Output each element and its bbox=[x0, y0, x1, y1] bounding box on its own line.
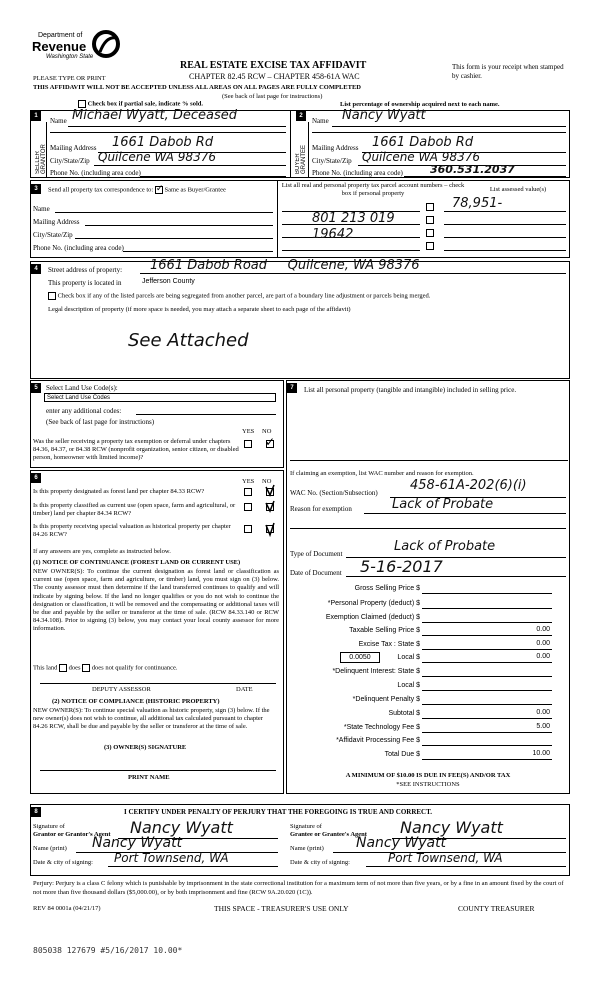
receipt-note: This form is your receipt when stamped by cashier. bbox=[452, 63, 564, 80]
local-label: Local $ bbox=[397, 654, 420, 661]
grantee-sig-label-1: Signature of bbox=[290, 823, 322, 830]
segregated-label: Check box if any of the listed parcels are being segregated from another parcel, are part of a boundary line adjustment or parcels being merged. bbox=[57, 292, 431, 300]
deputy-assessor: DEPUTY ASSESSOR bbox=[92, 686, 151, 693]
grantee-signature[interactable]: Nancy Wyatt bbox=[400, 818, 503, 837]
tech-fee-value[interactable]: 5.00 bbox=[536, 723, 550, 730]
seller-name-label: Name bbox=[50, 117, 67, 125]
doc-date-value[interactable]: 5-16-2017 bbox=[360, 557, 443, 576]
form-subtitle: CHAPTER 82.45 RCW – CHAPTER 458-61A WAC bbox=[189, 72, 360, 81]
s5-no-label: NO bbox=[262, 428, 272, 435]
legal-description[interactable]: See Attached bbox=[128, 330, 249, 351]
s3-mailing-label: Mailing Address bbox=[33, 218, 80, 226]
delinq-state-label: *Delinquent Interest: State $ bbox=[332, 668, 420, 675]
doc-date-label: Date of Document bbox=[290, 569, 342, 577]
s6-q3-yes[interactable] bbox=[244, 525, 252, 533]
send-to-row bbox=[48, 183, 226, 194]
parcel-header: List all real and personal property tax parcel account numbers – check box if personal property bbox=[281, 182, 465, 197]
s6-no-label: NO bbox=[262, 478, 272, 485]
seller-mailing-label: Mailing Address bbox=[50, 144, 97, 152]
section-3-badge: 3 bbox=[31, 184, 41, 194]
warning-text: THIS AFFIDAVIT WILL NOT BE ACCEPTED UNLESS ALL AREAS ON ALL PAGES ARE FULLY COMPLETED bbox=[33, 84, 361, 91]
agency-logo bbox=[30, 30, 130, 64]
parcel-2-checkbox[interactable] bbox=[426, 216, 434, 224]
land-use-select[interactable]: Select Land Use Codes bbox=[44, 393, 276, 402]
s6-yes-label: YES bbox=[242, 478, 255, 485]
parcel-1-checkbox[interactable] bbox=[426, 203, 434, 211]
grantor-sig-label-1: Signature of bbox=[33, 823, 65, 830]
grantee-sig-label-2: Grantee or Grantee's Agent bbox=[290, 831, 367, 838]
county-value: Jefferson County bbox=[142, 278, 195, 285]
section-5-badge: 5 bbox=[31, 383, 41, 393]
s6-q3: Is this property receiving special valuation as historical property per chapter 84.26 RCW? bbox=[33, 523, 231, 538]
treasurer-space: THIS SPACE - TREASURER'S USE ONLY bbox=[214, 904, 349, 913]
local-value[interactable]: 0.00 bbox=[536, 653, 550, 660]
minimum-note: A MINIMUM OF $10.00 IS DUE IN FEE(S) AND/OR TAX bbox=[345, 772, 511, 779]
s5-question: Was the seller receiving a property tax exemption or deferral under chapters 84.36, 84.37, or 84.38 RCW (nonprofit organization, senior citizen, or disabled person, homeowner with limited income)? bbox=[33, 438, 239, 461]
notice2-text: NEW OWNER(S): To continue special valuation as historic property, sign (3) below. If the new owner(s) does not wish to continue, all additional tax calculated pursuant to chapter 84.26 RCW, shall be due and payable by the seller or transferor at the time of sale. bbox=[33, 707, 270, 731]
grantee-print[interactable]: Nancy Wyatt bbox=[356, 835, 447, 851]
buyer-phone-label: Phone No. (including area code) bbox=[312, 169, 403, 177]
agency-line1: Department of bbox=[38, 32, 83, 39]
additional-codes: enter any additional codes: bbox=[46, 407, 122, 415]
county-treasurer: COUNTY TREASURER bbox=[458, 904, 535, 913]
see-back: (See back of last page for instructions) bbox=[222, 93, 323, 100]
taxable-label: Taxable Selling Price $ bbox=[349, 627, 420, 634]
see-instructions: *SEE INSTRUCTIONS bbox=[396, 781, 460, 788]
buyer-name-label: Name bbox=[312, 117, 329, 125]
list-percentage: List percentage of ownership acquired next to each name. bbox=[340, 101, 500, 108]
buyer-mailing-label: Mailing Address bbox=[312, 144, 359, 152]
local-rate-box[interactable]: 0.0050 bbox=[340, 652, 380, 663]
partial-sale-label: Check box if partial sale, indicate % sold. bbox=[87, 100, 204, 108]
please-type: PLEASE TYPE OR PRINT bbox=[33, 75, 106, 82]
this-land-label: This land bbox=[33, 664, 58, 672]
parcel-1[interactable]: 801 213 019 bbox=[312, 211, 395, 226]
reason-value[interactable]: Lack of Probate bbox=[392, 497, 494, 512]
wac-label: WAC No. (Section/Subsection) bbox=[290, 489, 378, 497]
exemption-claim-label: If claiming an exemption, list WAC number and reason for exemption. bbox=[290, 470, 474, 477]
partial-sale-checkbox[interactable] bbox=[78, 100, 86, 108]
seller-city-label: City/State/Zip bbox=[50, 157, 90, 165]
grantor-print-label: Name (print) bbox=[33, 845, 67, 852]
s6-q2-yes[interactable] bbox=[244, 503, 252, 511]
same-as-buyer-checkbox[interactable]: ✓ bbox=[155, 183, 164, 193]
section-8-badge: 8 bbox=[31, 807, 41, 817]
deputy-date: DATE bbox=[236, 686, 253, 693]
taxable-value[interactable]: 0.00 bbox=[536, 626, 550, 633]
subtotal-value[interactable]: 0.00 bbox=[536, 709, 550, 716]
personal-label: *Personal Property (deduct) $ bbox=[327, 600, 420, 607]
s5-see-back: (See back of last page for instructions) bbox=[46, 418, 155, 426]
cashier-stamp: 805038 127679 #5/16/2017 10.00* bbox=[33, 946, 183, 955]
buyer-name[interactable]: Nancy Wyatt bbox=[342, 108, 426, 123]
s3-phone-label: Phone No. (including area code) bbox=[33, 244, 124, 252]
reason-label: Reason for exemption bbox=[290, 505, 352, 513]
section-4-badge: 4 bbox=[31, 264, 41, 274]
county-label: This property is located in bbox=[48, 279, 122, 287]
doc-type-label: Type of Document bbox=[290, 550, 343, 558]
seller-name[interactable]: Michael Wyatt, Deceased bbox=[72, 108, 238, 123]
section-6-badge: 6 bbox=[31, 473, 41, 483]
personal-property-label: List all personal property (tangible and intangible) included in selling price. bbox=[304, 386, 517, 394]
subtotal-label: Subtotal $ bbox=[388, 710, 420, 717]
s5-yes-checkbox[interactable] bbox=[244, 440, 252, 448]
notice1-text: NEW OWNER(S): To continue the current designation as forest land or classification as current use (open space, farm and agriculture, or timber) land, you must sign on (3) below. The county assessor must then determine if the land transferred continues to qualify and will indicate by signing below. If the land no longer qualifies or you do not wish to continue the designation or classification, it will be removed and the compensating or additional taxes will be due and payable by the seller or transferor at the time of sale. (RCW 84.33.140 or RCW 84.34.108). Prior to signing (3) below, you may contact your local county assessor for more information. bbox=[33, 568, 279, 633]
does-checkbox[interactable] bbox=[59, 664, 67, 672]
grantor-city[interactable]: Port Townsend, WA bbox=[114, 851, 229, 865]
wac-value[interactable]: 458-61A-202(6)(i) bbox=[410, 478, 527, 493]
excise-state-label: Excise Tax : State $ bbox=[358, 641, 420, 648]
certify-text: I CERTIFY UNDER PENALTY OF PERJURY THAT THE FOREGOING IS TRUE AND CORRECT. bbox=[124, 808, 433, 816]
buyer-vlabel: BUYER GRANTEE bbox=[295, 144, 307, 174]
owner-signature-title: (3) OWNER(S) SIGNATURE bbox=[104, 744, 187, 751]
parcel-2[interactable]: 19642 bbox=[312, 227, 354, 242]
buyer-mailing[interactable]: 1661 Dabob Rd bbox=[372, 135, 474, 150]
s6-q1-yes[interactable] bbox=[244, 488, 252, 496]
assessed-1[interactable]: 78,951- bbox=[452, 196, 503, 211]
grantee-print-label: Name (print) bbox=[290, 845, 324, 852]
s3-name-label: Name bbox=[33, 205, 50, 213]
excise-state-value[interactable]: 0.00 bbox=[536, 640, 550, 647]
parcel-3-checkbox[interactable] bbox=[426, 229, 434, 237]
penalty-label: *Delinquent Penalty $ bbox=[352, 696, 420, 703]
total-label: Total Due $ bbox=[384, 751, 420, 758]
grantor-signature[interactable]: Nancy Wyatt bbox=[130, 818, 233, 837]
tech-fee-label: *State Technology Fee $ bbox=[343, 724, 420, 731]
grantee-date-city-label: Date & city of signing: bbox=[290, 859, 350, 866]
grantor-print[interactable]: Nancy Wyatt bbox=[92, 835, 183, 851]
gross-label: Gross Selling Price $ bbox=[354, 585, 420, 592]
section-1-badge: 1 bbox=[31, 111, 41, 121]
section-7-badge: 7 bbox=[287, 383, 297, 393]
buyer-city[interactable]: Quilcene WA 98376 bbox=[362, 150, 480, 164]
assessed-header: List assessed value(s) bbox=[489, 186, 547, 193]
exempt-label: Exemption Claimed (deduct) $ bbox=[325, 614, 420, 621]
street-address[interactable]: 1661 Dabob Road Quilcene, WA 98376 bbox=[150, 258, 420, 273]
buyer-phone[interactable]: 360.531.2037 bbox=[430, 163, 515, 176]
continuance-row bbox=[33, 664, 178, 672]
doc-type-value[interactable]: Lack of Probate bbox=[394, 539, 496, 554]
affidavit-fee-label: *Affidavit Processing Fee $ bbox=[336, 737, 420, 744]
does-not-checkbox[interactable] bbox=[82, 664, 90, 672]
seller-phone-label: Phone No. (including area code) bbox=[50, 169, 141, 177]
s5-yes-label: YES bbox=[242, 428, 255, 435]
partial-sale bbox=[78, 100, 203, 108]
parcel-4-checkbox[interactable] bbox=[426, 242, 434, 250]
form-number: REV 84 0001a (04/21/17) bbox=[33, 905, 101, 912]
agency-line2: Revenue bbox=[32, 39, 87, 54]
form-title: REAL ESTATE EXCISE TAX AFFIDAVIT bbox=[180, 60, 367, 71]
street-label: Street address of property: bbox=[48, 266, 123, 274]
s6-q1: Is this property designated as forest land per chapter 84.33 RCW? bbox=[33, 488, 205, 495]
segregated-row bbox=[48, 292, 568, 300]
same-as-buyer-label: Same as Buyer/Grantee bbox=[164, 186, 226, 194]
legal-label: Legal description of property (if more space is needed, you may attach a separate sheet to each page of the affidavit) bbox=[48, 306, 351, 313]
section-2-badge: 2 bbox=[296, 111, 306, 121]
grantor-sig-label-2: Grantor or Grantor's Agent bbox=[33, 831, 111, 838]
total-value[interactable]: 10.00 bbox=[532, 750, 550, 757]
does-label: does bbox=[68, 664, 81, 672]
agency-logo-icon bbox=[92, 30, 122, 58]
delinq-local-label: Local $ bbox=[397, 682, 420, 689]
s6-q2: Is this property classified as current use (open space, farm and agricultural, or timber) land per chapter 84.34 RCW? bbox=[33, 502, 236, 517]
s6-no-checkmark-icon bbox=[264, 483, 276, 539]
notice1-title: (1) NOTICE OF CONTINUANCE (FOREST LAND OR CURRENT USE) bbox=[33, 559, 241, 566]
s3-city-label: City/State/Zip bbox=[33, 231, 73, 239]
seller-vlabel: SELLER GRANTOR bbox=[35, 144, 47, 174]
agency-line3: Washington State bbox=[46, 54, 94, 60]
grantor-date-city-label: Date & city of signing: bbox=[33, 859, 93, 866]
s5-no-checkbox[interactable]: ✓ bbox=[265, 435, 276, 449]
print-name: PRINT NAME bbox=[128, 774, 170, 781]
send-to-label: Send all property tax correspondence to: bbox=[48, 186, 154, 194]
seller-mailing[interactable]: 1661 Dabob Rd bbox=[112, 135, 214, 150]
notice2-title: (2) NOTICE OF COMPLIANCE (HISTORIC PROPERTY) bbox=[52, 698, 220, 705]
grantee-city[interactable]: Port Townsend, WA bbox=[388, 851, 503, 865]
segregated-checkbox[interactable] bbox=[48, 292, 56, 300]
does-not-label: does not qualify for continuance. bbox=[91, 664, 178, 672]
land-use-label: Select Land Use Code(s): bbox=[46, 384, 118, 392]
perjury-text: Perjury: Perjury is a class C felony which is punishable by imprisonment in the state correctional institution for a maximum term of not more than five years, or by a fine in an amount fixed by the court of not more than five thousand dollars ($5,000.00), or by both imprisonment and fine (RCW 9A.20.020 (1C)). bbox=[33, 880, 564, 896]
buyer-city-label: City/State/Zip bbox=[312, 157, 352, 165]
seller-city[interactable]: Quilcene WA 98376 bbox=[98, 150, 216, 164]
s6-if-any: If any answers are yes, complete as instructed below. bbox=[33, 548, 171, 555]
